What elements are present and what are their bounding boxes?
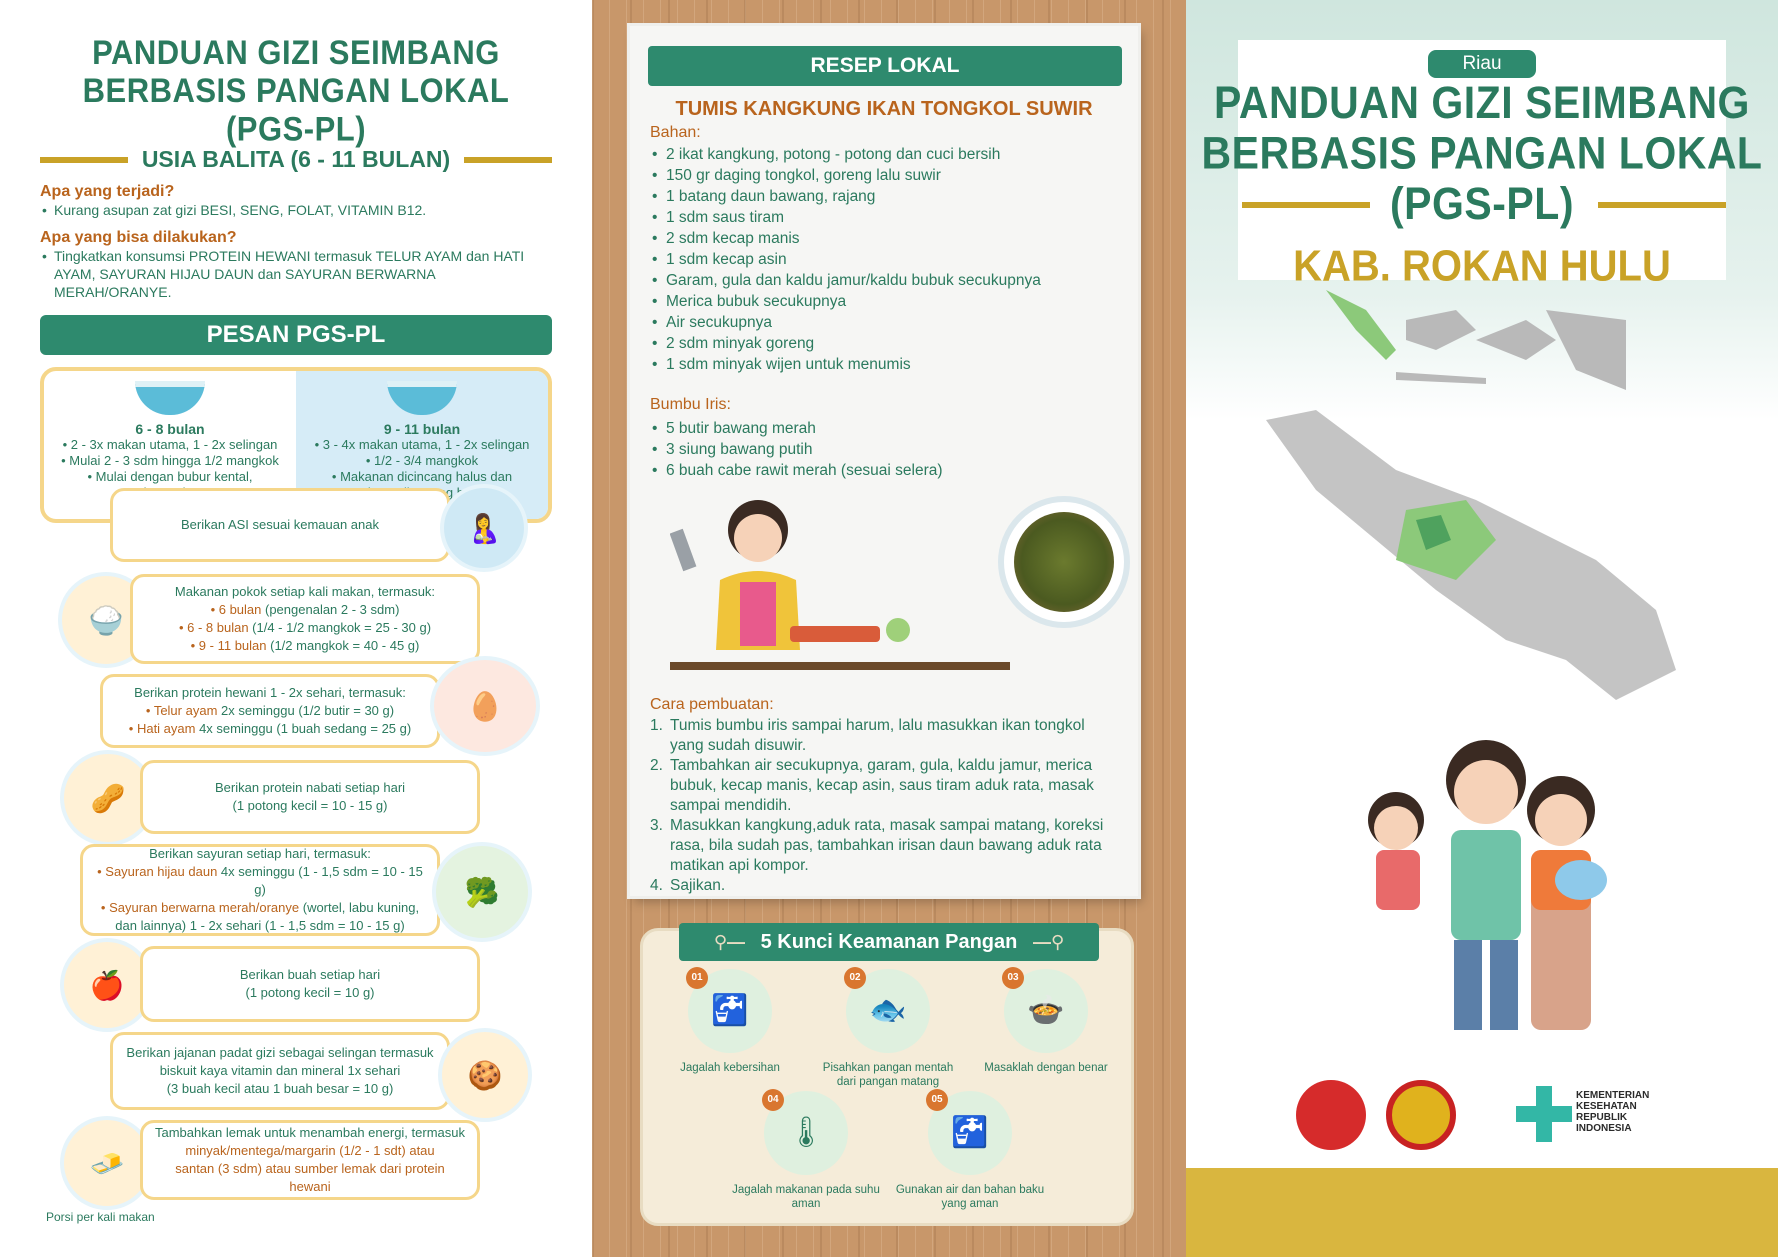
list-item: • 5 butir bawang merah [650,418,1120,439]
item-jajanan: Berikan jajanan padat gizi sebagai selingan termasuk biskuit kaya vitamin dan mineral 1x sehari (3 buah kecil atau 1 buah besar = 10 g) [110,1032,450,1110]
question-answer: • Tingkatkan konsumsi PROTEIN HEWANI termasuk TELUR AYAM dan HATI AYAM, SAYURAN HIJAU DAUN dan SAYURAN BERWARNA MERAH/ORANYE. [40,247,552,301]
gizi-logo-icon [1386,1080,1456,1150]
safety-item-2: 02 🐟 Pisahkan pangan mentah dari pangan matang [813,969,963,1089]
list-item: • 150 gr daging tongkol, goreng lalu suwir [650,165,1120,186]
age-9-11: 9 - 11 bulan • 3 - 4x makan utama, 1 - 2x selingan • 1/2 - 3/4 mangkok • Makanan dicincang halus dan [296,371,548,519]
item-buah: Berikan buah setiap hari (1 potong kecil = 10 g) [140,946,480,1022]
item-sayuran: Berikan sayuran setiap hari, termasuk: • Sayuran hijau daun 4x seminggu (1 - 1,5 sdm = 10 - 15 g) • Sayuran berwarna merah/oranye (wortel, labu kuning, dan lainnya) 1 - 2x sehari (1 - 1,5 sdm = 10 - 15 g) [80,844,440,936]
family-illustration-icon [1336,720,1636,1040]
cook-illustration-icon [670,490,970,690]
list-item: 2. Tambahkan air secukupnya, garam, gula, kaldu jamur, merica bubuk, kecap manis, kecap asin, saus tiram aduk rata, masak sampai mendidih. [650,757,1094,814]
ministry-name: KEMENTERIAN KESEHATAN REPUBLIK INDONESIA [1576,1090,1650,1134]
biscuit-icon: 🍪 [438,1028,532,1122]
left-title: PANDUAN GIZI SEIMBANG BERBASIS PANGAN LOKAL (PGS-PL) [82,32,510,149]
safety-item-1: 01 🚰 Jagalah kebersihan [655,969,805,1075]
right-title: PANDUAN GIZI SEIMBANG BERBASIS PANGAN LOKAL (PGS-PL) [1201,77,1763,229]
counter [670,662,1010,670]
divider [464,157,552,163]
bahan-label: Bahan: [650,124,701,141]
vegetables-icon: 🥦 [432,842,532,942]
middle-panel [592,0,1186,1257]
item-makanan-pokok: Makanan pokok setiap kali makan, termasuk: • 6 bulan (pengenalan 2 - 3 sdm) • 6 - 8 bulan (1/4 - 1/2 mangkok = 25 - 30 g) • 9 - 11 bulan (1/2 mangkok = 40 - 45 g) [130,574,480,664]
list-item: • Garam, gula dan kaldu jamur/kaldu bubuk secukupnya [650,270,1120,291]
question-title: Apa yang terjadi? [40,183,175,200]
key-icon: ⚲— [713,932,756,952]
list-item: • 6 buah cabe rawit merah (sesuai selera) [650,460,1120,481]
bowl-icon [135,381,205,415]
item-asi: Berikan ASI sesuai kemauan anak [110,488,450,562]
breastfeeding-icon: 🤱 [440,484,528,572]
thermometer-icon: 04 🌡 [764,1091,848,1175]
list-item: • 1 sdm saus tiram [650,207,1120,228]
water-tap-icon: 05 🚰 [928,1091,1012,1175]
region-badge: Riau [1428,50,1536,78]
sumatra-map-icon [1256,410,1696,710]
question-title: Apa yang bisa dilakukan? [40,229,237,246]
separate-food-icon: 02 🐟 [846,969,930,1053]
age-head: 9 - 11 bulan [383,421,461,437]
list-item: • 1 sdm kecap asin [650,249,1120,270]
food-safety-header: ⚲— 5 Kunci Keamanan Pangan —⚲ [679,923,1099,961]
pesan-band: PESAN PGS-PL [40,315,552,355]
oil-butter-icon: 🧈 [60,1116,154,1210]
food-safety-box [640,928,1134,1226]
recipe-card [630,26,1138,896]
footnote: Porsi per kali makan [46,1210,155,1224]
cara-label: Cara pembuatan: [650,696,774,713]
list-item: • 1 batang daun bawang, rajang [650,186,1120,207]
safety-item-3: 03 🍲 Masaklah dengan benar [971,969,1121,1075]
list-item: 3. Masukkan kangkung,aduk rata, masak sampai matang, koreksi rasa, bila sudah pas, tambahkan irisan daun bawang aduk rata matikan api kompor. [650,817,1104,874]
dish-photo [998,496,1130,628]
list-item: • Air secukupnya [650,312,1120,333]
list-item: • 1 sdm minyak wijen untuk menumis [650,354,1120,375]
right-title-dividers [1242,202,1726,208]
animal-protein-icon: 🥚 [430,656,540,756]
recipe-header: RESEP LOKAL [648,46,1122,86]
list-item: 4. Sajikan. [650,877,726,894]
left-subtitle-row [40,146,552,173]
right-footer-band [1186,1168,1778,1257]
ingredient-list [650,144,1120,375]
bumbu-list [650,418,1120,481]
item-protein-nabati: Berikan protein nabati setiap hari (1 potong kecil = 10 - 15 g) [140,760,480,834]
staple-food-icon: 🍚 [58,572,154,668]
divider [40,157,128,163]
cooking-pot-icon: 03 🍲 [1004,969,1088,1053]
indonesia-map-icon [1326,280,1626,400]
age-6-8: 6 - 8 bulan • 2 - 3x makan utama, 1 - 2x selingan • Mulai 2 - 3 sdm hingga 1/2 mangkok • Mulai dengan bubur kental, [44,371,296,519]
list-item: • 2 sdm kecap manis [650,228,1120,249]
item-lemak: Tambahkan lemak untuk menambah energi, termasuk minyak/mentega/margarin (1/2 - 1 sdt) atau santan (3 sdm) atau sumber lemak dari protein hewani [140,1120,480,1200]
age-head: 6 - 8 bulan [135,421,205,437]
steps-list [650,716,1120,896]
safety-item-5: 05 🚰 Gunakan air dan bahan baku yang aman [895,1091,1045,1211]
left-subtitle: USIA BALITA (6 - 11 BULAN) [141,146,451,172]
fruits-icon: 🍎 [60,938,154,1032]
plant-protein-icon: 🥜 [60,750,156,846]
right-panel [1186,0,1778,1257]
kemenkes-logo-icon [1516,1086,1572,1142]
kabupaten-name: KAB. ROKAN HULU [1293,241,1671,291]
key-icon: —⚲ [1022,932,1065,952]
list-item: • 2 ikat kangkung, potong - potong dan cuci bersih [650,144,1120,165]
question-answer: • Kurang asupan zat gizi BESI, SENG, FOLAT, VITAMIN B12. [40,201,552,219]
recipe-title: TUMIS KANGKUNG IKAN TONGKOL SUWIR [675,98,1093,120]
germas-logo-icon [1296,1080,1366,1150]
list-item: • Merica bubuk secukupnya [650,291,1120,312]
bowl-icon [387,381,457,415]
item-protein-hewani: Berikan protein hewani 1 - 2x sehari, termasuk: • Telur ayam 2x seminggu (1/2 butir = 30 g) • Hati ayam 4x seminggu (1 buah sedang = 25 g) [100,674,440,748]
bumbu-label: Bumbu Iris: [650,396,731,413]
left-panel [0,0,592,1257]
safety-item-4: 04 🌡 Jagalah makanan pada suhu aman [731,1091,881,1211]
faucet-hands-icon: 01 🚰 [688,969,772,1053]
list-item: 1. Tumis bumbu iris sampai harum, lalu masukkan ikan tongkol yang sudah disuwir. [650,717,1085,754]
list-item: • 2 sdm minyak goreng [650,333,1120,354]
list-item: • 3 siung bawang putih [650,439,1120,460]
